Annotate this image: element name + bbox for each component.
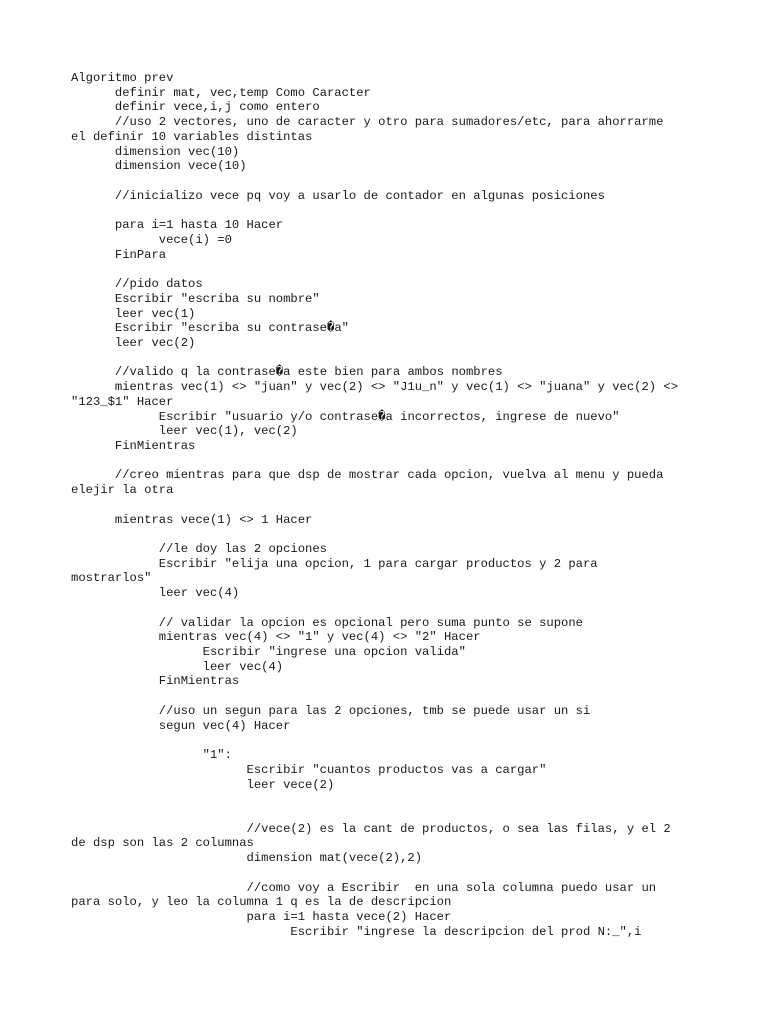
- code-line: leer vec(1), vec(2): [71, 424, 298, 439]
- code-line: [71, 454, 711, 469]
- code-line: definir mat, vec,temp Como Caracter: [71, 85, 371, 100]
- code-line: //creo mientras para que dsp de mostrar cada opcion, vuelva al menu y pueda: [71, 468, 664, 483]
- code-line: [71, 792, 711, 807]
- code-line: [71, 807, 711, 822]
- code-line: Escribir "usuario y/o contrase�a incorrectos, ingrese de nuevo": [71, 409, 620, 424]
- code-line: Algoritmo prev: [71, 71, 174, 85]
- code-line: dimension vec(10): [71, 144, 240, 159]
- code-line: leer vec(4): [71, 586, 240, 601]
- code-line: dimension mat(vece(2),2): [71, 851, 423, 866]
- code-line: leer vec(2): [71, 335, 196, 350]
- code-line: mostrarlos": [71, 571, 152, 586]
- code-line: [71, 689, 711, 704]
- code-line: [71, 262, 711, 277]
- code-line: leer vec(4): [71, 659, 284, 674]
- code-line: de dsp son las 2 columnas: [71, 836, 254, 851]
- code-line: Escribir "ingrese una opcion valida": [71, 645, 466, 660]
- code-line: [71, 203, 711, 218]
- code-line: FinMientras: [71, 674, 240, 689]
- code-line: leer vec(1): [71, 306, 196, 321]
- code-line: //pido datos: [71, 277, 203, 292]
- code-line: FinMientras: [71, 438, 196, 453]
- code-line: //le doy las 2 opciones: [71, 542, 327, 556]
- code-line: [71, 733, 711, 748]
- code-line: mientras vece(1) <> 1 Hacer: [71, 512, 313, 527]
- code-line: mientras vec(1) <> "juan" y vec(2) <> "J1u_n" y vec(1) <> "juana" y vec(2) <>: [71, 380, 679, 395]
- code-line: Escribir "cuantos productos vas a cargar": [71, 762, 547, 777]
- code-line: [71, 866, 711, 881]
- code-line: [71, 351, 711, 366]
- code-line: //valido q la contrase�a este bien para ambos nombres: [71, 365, 503, 380]
- code-line: mientras vec(4) <> "1" y vec(4) <> "2" Hacer: [71, 630, 481, 645]
- code-line: dimension vece(10): [71, 159, 247, 174]
- code-line: definir vece,i,j como entero: [71, 100, 320, 115]
- code-line: //inicializo vece pq voy a usarlo de contador en algunas posiciones: [71, 188, 605, 203]
- code-line: FinPara: [71, 247, 167, 262]
- code-line: para i=1 hasta vece(2) Hacer: [71, 909, 452, 924]
- code-line: // validar la opcion es opcional pero suma punto se supone: [71, 615, 583, 630]
- code-line: para solo, y leo la columna 1 q es la de descripcion: [71, 895, 452, 910]
- code-line: el definir 10 variables distintas: [71, 129, 313, 144]
- code-line: segun vec(4) Hacer: [71, 718, 291, 733]
- pseudocode-listing: [71, 71, 711, 939]
- code-line: Escribir "escriba su contrase�a": [71, 321, 349, 336]
- code-line: "123_$1" Hacer: [71, 394, 174, 409]
- code-line: [71, 174, 711, 189]
- code-line: Escribir "ingrese la descripcion del prod N:_",i: [71, 924, 642, 939]
- code-line: //vece(2) es la cant de productos, o sea las filas, y el 2: [71, 821, 671, 836]
- code-line: para i=1 hasta 10 Hacer: [71, 218, 284, 233]
- code-line: [71, 527, 711, 542]
- code-line: vece(i) =0: [71, 232, 232, 247]
- code-line: [71, 498, 711, 513]
- code-line: //uso un segun para las 2 opciones, tmb se puede usar un si: [71, 703, 591, 718]
- code-line: [71, 601, 711, 616]
- code-line: //como voy a Escribir en una sola columna puedo usar un: [71, 880, 657, 895]
- code-line: //uso 2 vectores, uno de caracter y otro para sumadores/etc, para ahorrarme: [71, 115, 664, 130]
- code-line: elejir la otra: [71, 483, 174, 498]
- code-line: leer vece(2): [71, 777, 335, 792]
- code-line: Escribir "elija una opcion, 1 para cargar productos y 2 para: [71, 556, 598, 571]
- code-line: "1":: [71, 748, 232, 763]
- code-line: Escribir "escriba su nombre": [71, 291, 320, 306]
